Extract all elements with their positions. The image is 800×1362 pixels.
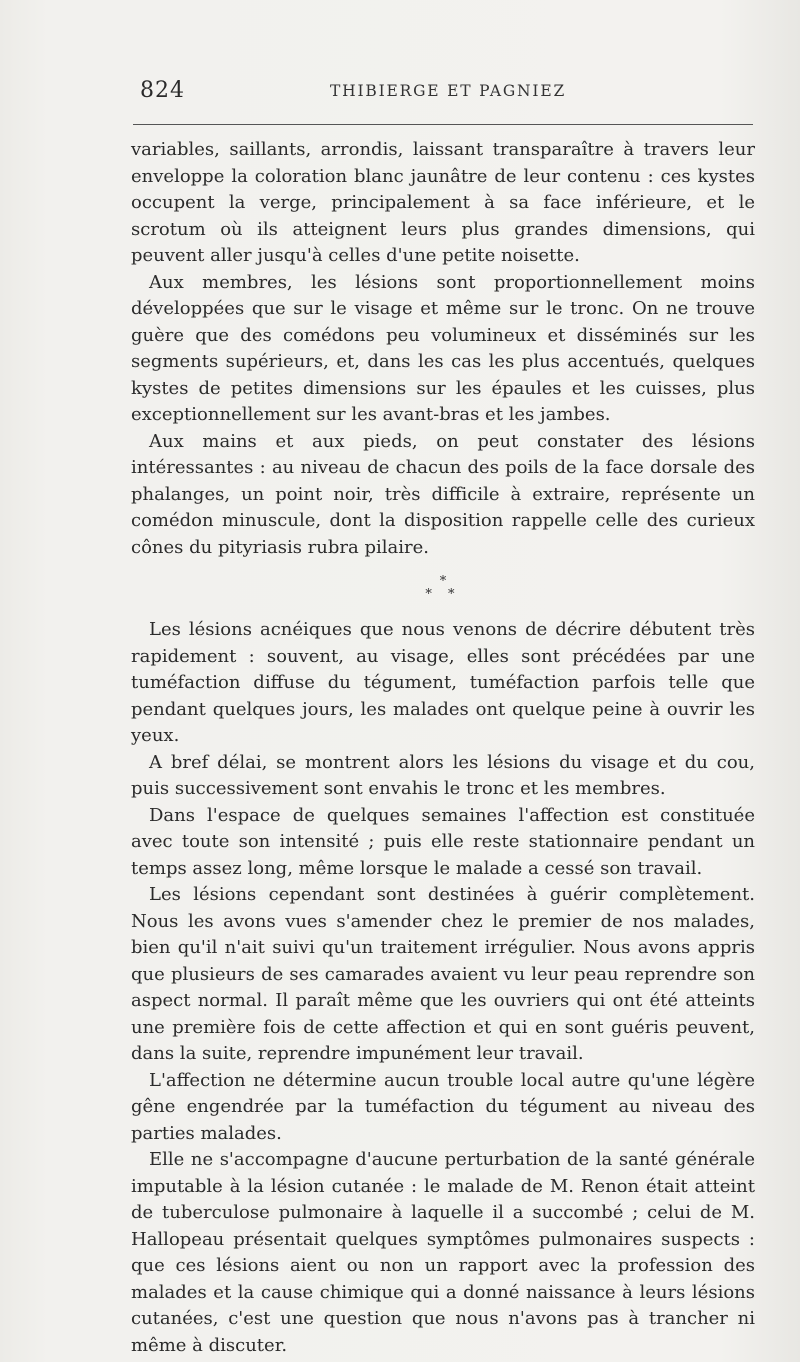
paragraph: variables, saillants, arrondis, laissant transparaître à travers leur enveloppe la coloration blanc jaunâtre de leur contenu : ces kystes occupent la verge, principalement à sa face inférieure, et le scrotum où ils atteignent leurs plus grandes dimensions, qui peuvent aller jusqu'à celles d'une petite noisette.: [131, 139, 755, 266]
paragraph: Les lésions acnéiques que nous venons de décrire débutent très rapidement : souvent, au visage, elles sont précédées par une tuméfaction diffuse du tégument, tuméfaction parfois telle que pendant quelques jours, les malades ont quelque peine à ouvrir les yeux.: [131, 619, 755, 746]
paragraph: A bref délai, se montrent alors les lésions du visage et du cou, puis successivement sont envahis le tronc et les membres.: [131, 751, 755, 799]
paragraph: Aux mains et aux pieds, on peut constater des lésions intéressantes : au niveau de chacun des poils de la face dorsale des phalanges, un point noir, très difficile à extraire, représente un comédon minuscule, dont la disposition rappelle celle des curieux cônes du pityriasis rubra pilaire.: [131, 430, 755, 558]
page-header: [130, 78, 754, 108]
page-number: 824: [140, 78, 185, 103]
section-break-asterism: [131, 561, 755, 617]
paragraph: Elle ne s'accompagne d'aucune perturbation de la santé générale imputable à la lésion cutanée : le malade de M. Renon était atteint de tuberculose pulmonaire à laquelle il a succombé ; celui de M. Hallopeau présentait quelques symptômes pulmonaires suspects : que ces lésions aient ou non un rapport avec la profession des malades et la cause chimique qui a donné naissance à leurs lésions cutanées, c'est une question que nous n'avons pas à trancher ni même à discuter.: [131, 1149, 755, 1356]
paragraph: Les lésions cependant sont destinées à guérir complètement. Nous les avons vues s'amender chez le premier de nos malades, bien qu'il n'ait suivi qu'un traitement irrégulier. Nous avons appris que plusieurs de ses camarades avaient vu leur peau reprendre son aspect normal. Il paraît même que les ouvriers qui ont été atteints une première fois de cette affection et qui en sont guéris peuvent, dans la suite, reprendre impunément leur travail.: [131, 884, 755, 1064]
header-rule: [133, 124, 753, 125]
body-text: [131, 137, 755, 1359]
asterism-bottom: * *: [425, 587, 461, 602]
asterism-top: *: [439, 574, 447, 589]
paragraph: Aux membres, les lésions sont proportionnellement moins développées que sur le visage et même sur le tronc. On ne trouve guère que des comédons peu volumineux et disséminés sur les segments supérieurs, et, dans les cas les plus accentués, quelques kystes de petites dimensions sur les épaules et les cuisses, plus exceptionnellement sur les avant-bras et les jambes.: [131, 271, 755, 425]
paragraph: Dans l'espace de quelques semaines l'affection est constituée avec toute son intensité ; puis elle reste stationnaire pendant un temps assez long, même lorsque le malade a cessé son travail.: [131, 804, 755, 879]
running-title: THIBIERGE ET PAGNIEZ: [330, 82, 567, 100]
paragraph: L'affection ne détermine aucun trouble local autre qu'une légère gêne engendrée par la tuméfaction du tégument au niveau des parties malades.: [131, 1069, 755, 1144]
